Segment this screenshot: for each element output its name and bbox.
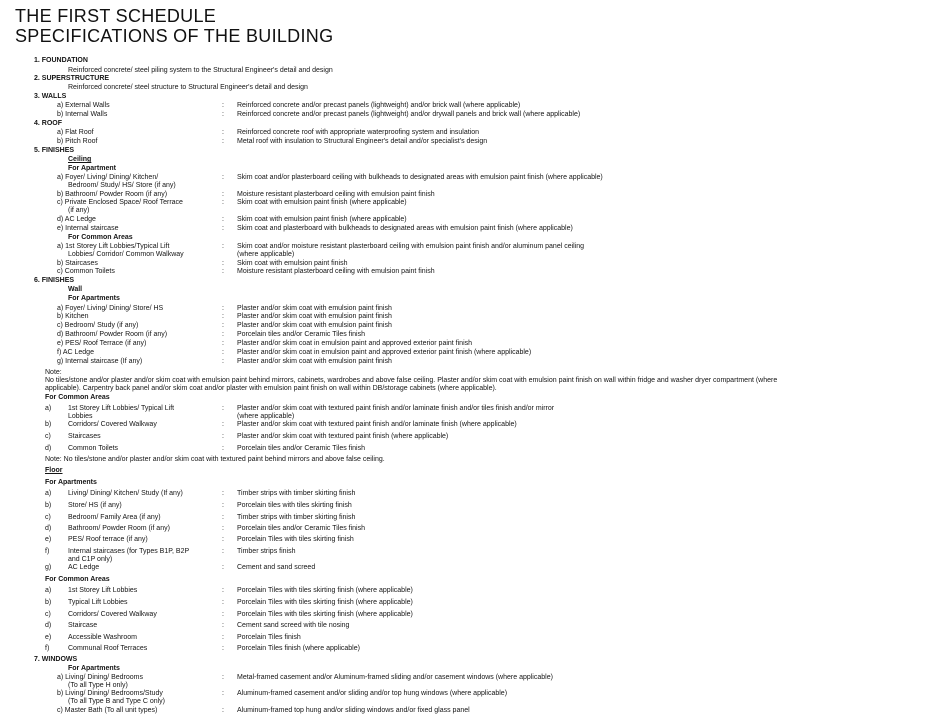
spec-label: (To all Type B and Type C only) bbox=[68, 698, 166, 705]
spec-label: g) Internal staircase (If any) bbox=[57, 358, 143, 365]
spec-description: Skim coat with emulsion paint finish (where applicable) bbox=[237, 199, 407, 206]
spec-label: b) Living/ Dining/ Bedrooms/Study bbox=[57, 690, 163, 697]
spec-label: Bedroom/ Study/ HS/ Store (if any) bbox=[68, 182, 176, 189]
spec-colon: : bbox=[222, 268, 224, 275]
spec-label: 6. FINISHES bbox=[34, 277, 75, 284]
spec-label: d) bbox=[45, 525, 52, 532]
spec-colon: : bbox=[222, 645, 224, 652]
spec-label: d) bbox=[45, 445, 52, 452]
spec-label: a) Living/ Dining/ Bedrooms bbox=[57, 674, 143, 681]
spec-label: g) bbox=[45, 564, 52, 571]
spec-description: Timber strips with timber skirting finish bbox=[237, 514, 356, 521]
spec-colon: : bbox=[222, 405, 224, 412]
spec-label: 4. ROOF bbox=[34, 120, 63, 127]
spec-colon: : bbox=[222, 674, 224, 681]
spec-label: (if any) bbox=[68, 207, 90, 214]
spec-description: Plaster and/or skim coat with textured paint finish (where applicable) bbox=[237, 433, 449, 440]
spec-description: Reinforced concrete roof with appropriate waterproofing system and insulation bbox=[237, 129, 480, 136]
spec-colon: : bbox=[222, 129, 224, 136]
spec-label: e) Internal staircase bbox=[57, 225, 119, 232]
spec-label: b) Staircases bbox=[57, 260, 98, 267]
spec-description: Skim coat and plasterboard with bulkheads to designated areas with emulsion paint finish (where applicable) bbox=[237, 225, 573, 232]
spec-label: 2. SUPERSTRUCTURE bbox=[34, 75, 110, 82]
spec-colon: : bbox=[222, 622, 224, 629]
spec-label: a) External Walls bbox=[57, 102, 110, 109]
spec-colon: : bbox=[222, 599, 224, 606]
spec-description: Aluminum-framed top hung and/or sliding windows and/or fixed glass panel bbox=[237, 707, 470, 714]
spec-label: d) bbox=[45, 622, 52, 629]
spec-colon: : bbox=[222, 502, 224, 509]
spec-description: Plaster and/or skim coat with emulsion paint finish bbox=[237, 358, 392, 365]
spec-description: Moisture resistant plasterboard ceiling with emulsion paint finish bbox=[237, 191, 435, 198]
spec-description: Reinforced concrete and/or precast panels (lightweight) and/or drywall panels and brick wall (where applicable) bbox=[237, 111, 581, 118]
spec-description: Skim coat with emulsion paint finish bbox=[237, 260, 348, 267]
spec-description: (where applicable) bbox=[237, 413, 295, 420]
spec-description: Skim coat and/or moisture resistant plasterboard ceiling with emulsion paint finish and/or aluminum panel ceiling bbox=[237, 243, 585, 250]
spec-colon: : bbox=[222, 349, 224, 356]
spec-description: Porcelain Tiles with tiles skirting finish (where applicable) bbox=[237, 599, 413, 606]
spec-colon: : bbox=[222, 331, 224, 338]
spec-label: d) AC Ledge bbox=[57, 216, 96, 223]
spec-description: Reinforced concrete and/or precast panels (lightweight) and/or brick wall (where applicable) bbox=[237, 102, 521, 109]
spec-label: For Common Areas bbox=[45, 576, 110, 583]
spec-colon: : bbox=[222, 174, 224, 181]
spec-label: e) bbox=[45, 536, 52, 543]
spec-label: e) PES/ Roof Terrace (if any) bbox=[57, 340, 147, 347]
spec-label: b) Internal Walls bbox=[57, 111, 108, 118]
spec-label-text: Bathroom/ Powder Room (if any) bbox=[68, 525, 170, 532]
spec-colon: : bbox=[222, 322, 224, 329]
spec-label: Reinforced concrete/ steel piling system to the Structural Engineer's detail and design bbox=[68, 67, 333, 74]
spec-label-text: Common Toilets bbox=[68, 445, 119, 452]
spec-label-text: 1st Storey Lift Lobbies/ Typical Lift bbox=[68, 405, 175, 412]
spec-label: a) Foyer/ Living/ Dining/ Store/ HS bbox=[57, 305, 164, 312]
spec-label: c) Common Toilets bbox=[57, 268, 115, 275]
spec-colon: : bbox=[222, 102, 224, 109]
spec-description: Plaster and/or skim coat with emulsion paint finish bbox=[237, 305, 392, 312]
spec-label: (To all Type H only) bbox=[68, 682, 128, 689]
spec-label-text: Communal Roof Terraces bbox=[68, 645, 148, 652]
spec-description: Porcelain tiles and/or Ceramic Tiles finish bbox=[237, 331, 365, 338]
spec-label: Note: bbox=[45, 369, 62, 376]
spec-colon: : bbox=[222, 634, 224, 641]
spec-label: For Apartment bbox=[68, 165, 116, 172]
spec-label-text: Bedroom/ Family Area (if any) bbox=[68, 514, 161, 521]
document-title-line1: THE FIRST SCHEDULE bbox=[15, 6, 217, 26]
spec-label: 1. FOUNDATION bbox=[34, 57, 88, 64]
spec-label: For Apartments bbox=[68, 665, 120, 672]
spec-label: a) bbox=[45, 405, 52, 412]
spec-label: and C1P only) bbox=[68, 556, 113, 563]
spec-label-text: Corridors/ Covered Walkway bbox=[68, 421, 157, 428]
spec-label: c) bbox=[45, 433, 51, 440]
spec-label: Ceiling bbox=[68, 156, 92, 163]
spec-description: Porcelain Tiles finish bbox=[237, 634, 301, 641]
spec-label: 5. FINISHES bbox=[34, 147, 75, 154]
spec-label: a) bbox=[45, 587, 52, 594]
spec-label-text: Staircases bbox=[68, 433, 101, 440]
spec-label: c) Bedroom/ Study (if any) bbox=[57, 322, 139, 329]
spec-description: Plaster and/or skim coat with textured paint finish and/or laminate finish (where applicable) bbox=[237, 421, 517, 428]
spec-description: Moisture resistant plasterboard ceiling with emulsion paint finish bbox=[237, 268, 435, 275]
spec-description: Cement and sand screed bbox=[237, 564, 316, 571]
spec-label: b) bbox=[45, 502, 52, 509]
spec-label: f) bbox=[45, 548, 50, 555]
spec-colon: : bbox=[222, 138, 224, 145]
spec-label: f) bbox=[45, 645, 50, 652]
spec-label: b) bbox=[45, 599, 52, 606]
spec-colon: : bbox=[222, 191, 224, 198]
spec-label-text: PES/ Roof terrace (if any) bbox=[68, 536, 148, 543]
spec-label: a) bbox=[45, 490, 52, 497]
spec-label: For Common Areas bbox=[45, 394, 110, 401]
spec-label: applicable). Carpentry back panel and/or skim coat and/or plaster with emulsion paint finish on wall within DB/storage cabinets (where applicable). bbox=[45, 385, 497, 392]
spec-label-text: Accessible Washroom bbox=[68, 634, 137, 641]
spec-description: Timber strips finish bbox=[237, 548, 296, 555]
spec-label: b) Kitchen bbox=[57, 313, 89, 320]
spec-label: 7. WINDOWS bbox=[34, 656, 78, 663]
spec-label: a) 1st Storey Lift Lobbies/Typical Lift bbox=[57, 243, 170, 250]
spec-description: Plaster and/or skim coat with textured paint finish and/or laminate finish and/or tiles finish and/or mirror bbox=[237, 405, 555, 412]
spec-label: c) Master Bath (To all unit types) bbox=[57, 707, 158, 714]
spec-description: Plaster and/or skim coat in emulsion paint and approved exterior paint finish bbox=[237, 340, 473, 347]
spec-label: b) bbox=[45, 421, 52, 428]
spec-colon: : bbox=[222, 216, 224, 223]
spec-label: Reinforced concrete/ steel structure to Structural Engineer's detail and design bbox=[68, 84, 308, 91]
spec-description: Porcelain tiles and/or Ceramic Tiles finish bbox=[237, 525, 365, 532]
spec-description: (where applicable) bbox=[237, 251, 295, 258]
spec-label-text: Corridors/ Covered Walkway bbox=[68, 611, 157, 618]
spec-label: a) Flat Roof bbox=[57, 129, 94, 136]
spec-label: c) bbox=[45, 611, 51, 618]
spec-label: Floor bbox=[45, 467, 63, 474]
spec-label-text: AC Ledge bbox=[68, 564, 100, 571]
spec-description: Timber strips with timber skirting finish bbox=[237, 490, 356, 497]
spec-colon: : bbox=[222, 358, 224, 365]
spec-colon: : bbox=[222, 243, 224, 250]
spec-colon: : bbox=[222, 421, 224, 428]
spec-description: Skim coat with emulsion paint finish (where applicable) bbox=[237, 216, 407, 223]
spec-colon: : bbox=[222, 313, 224, 320]
spec-colon: : bbox=[222, 445, 224, 452]
spec-label: No tiles/stone and/or plaster and/or skim coat with emulsion paint behind mirrors, cabinets, wardrobes and above false ceiling. Plaster and/or skim coat with emulsion paint finish on wall within fridge and washer dryer compartment (where bbox=[45, 377, 778, 384]
spec-label-text: Living/ Dining/ Kitchen/ Study (If any) bbox=[68, 490, 183, 497]
spec-label: Lobbies bbox=[68, 413, 93, 420]
spec-colon: : bbox=[222, 536, 224, 543]
spec-description: Plaster and/or skim coat in emulsion paint and approved exterior paint finish (where applicable) bbox=[237, 349, 532, 356]
spec-label-text: 1st Storey Lift Lobbies bbox=[68, 587, 138, 594]
spec-colon: : bbox=[222, 587, 224, 594]
spec-colon: : bbox=[222, 340, 224, 347]
spec-colon: : bbox=[222, 260, 224, 267]
spec-label-text: Typical Lift Lobbies bbox=[68, 599, 128, 606]
spec-colon: : bbox=[222, 611, 224, 618]
spec-label: e) bbox=[45, 634, 52, 641]
spec-colon: : bbox=[222, 514, 224, 521]
spec-colon: : bbox=[222, 199, 224, 206]
spec-label: b) Bathroom/ Powder Room (if any) bbox=[57, 191, 168, 198]
spec-colon: : bbox=[222, 433, 224, 440]
spec-colon: : bbox=[222, 490, 224, 497]
spec-label: Note: No tiles/stone and/or plaster and/or skim coat with textured paint behind mirrors and above false ceiling. bbox=[45, 456, 385, 463]
spec-description: Plaster and/or skim coat with emulsion paint finish bbox=[237, 322, 392, 329]
spec-colon: : bbox=[222, 690, 224, 697]
spec-label: For Common Areas bbox=[68, 234, 133, 241]
spec-description: Porcelain Tiles finish (where applicable) bbox=[237, 645, 360, 652]
spec-colon: : bbox=[222, 225, 224, 232]
spec-label: c) bbox=[45, 514, 51, 521]
spec-label: c) Private Enclosed Space/ Roof Terrace bbox=[57, 199, 183, 206]
spec-label: f) AC Ledge bbox=[57, 349, 94, 356]
document-title-line2: SPECIFICATIONS OF THE BUILDING bbox=[15, 26, 334, 46]
spec-colon: : bbox=[222, 548, 224, 555]
spec-colon: : bbox=[222, 707, 224, 714]
spec-colon: : bbox=[222, 305, 224, 312]
spec-label: d) Bathroom/ Powder Room (if any) bbox=[57, 331, 168, 338]
spec-description: Porcelain Tiles with tiles skirting finish (where applicable) bbox=[237, 587, 413, 594]
spec-label: Wall bbox=[68, 286, 83, 293]
spec-colon: : bbox=[222, 111, 224, 118]
spec-label: b) Pitch Roof bbox=[57, 138, 98, 145]
spec-description: Porcelain Tiles with tiles skirting finish (where applicable) bbox=[237, 611, 413, 618]
spec-label-text: Staircase bbox=[68, 622, 98, 629]
spec-description: Porcelain tiles and/or Ceramic Tiles finish bbox=[237, 445, 365, 452]
spec-description: Metal-framed casement and/or Aluminum-framed sliding and/or casement windows (where applicable) bbox=[237, 674, 553, 681]
spec-colon: : bbox=[222, 525, 224, 532]
spec-label: 3. WALLS bbox=[34, 93, 67, 100]
spec-label: For Apartments bbox=[68, 295, 120, 302]
spec-label-text: Internal staircases (for Types B1P, B2P bbox=[68, 548, 190, 555]
spec-colon: : bbox=[222, 564, 224, 571]
spec-label: a) Foyer/ Living/ Dining/ Kitchen/ bbox=[57, 174, 159, 181]
spec-description: Aluminum-framed casement and/or sliding and/or top hung windows (where applicable) bbox=[237, 690, 508, 697]
spec-description: Porcelain Tiles with tiles skirting finish bbox=[237, 536, 354, 543]
spec-label: Lobbies/ Corridor/ Common Walkway bbox=[68, 251, 184, 258]
spec-label-text: Store/ HS (if any) bbox=[68, 502, 122, 509]
spec-description: Porcelain tiles with tiles skirting finish bbox=[237, 502, 352, 509]
spec-description: Metal roof with insulation to Structural Engineer's detail and/or specialist's design bbox=[237, 138, 488, 145]
spec-description: Cement sand screed with tile nosing bbox=[237, 622, 350, 629]
spec-description: Skim coat and/or plasterboard ceiling with bulkheads to designated areas with emulsion paint finish (where applicable) bbox=[237, 174, 603, 181]
spec-description: Plaster and/or skim coat with emulsion paint finish bbox=[237, 313, 392, 320]
spec-label: For Apartments bbox=[45, 479, 97, 486]
